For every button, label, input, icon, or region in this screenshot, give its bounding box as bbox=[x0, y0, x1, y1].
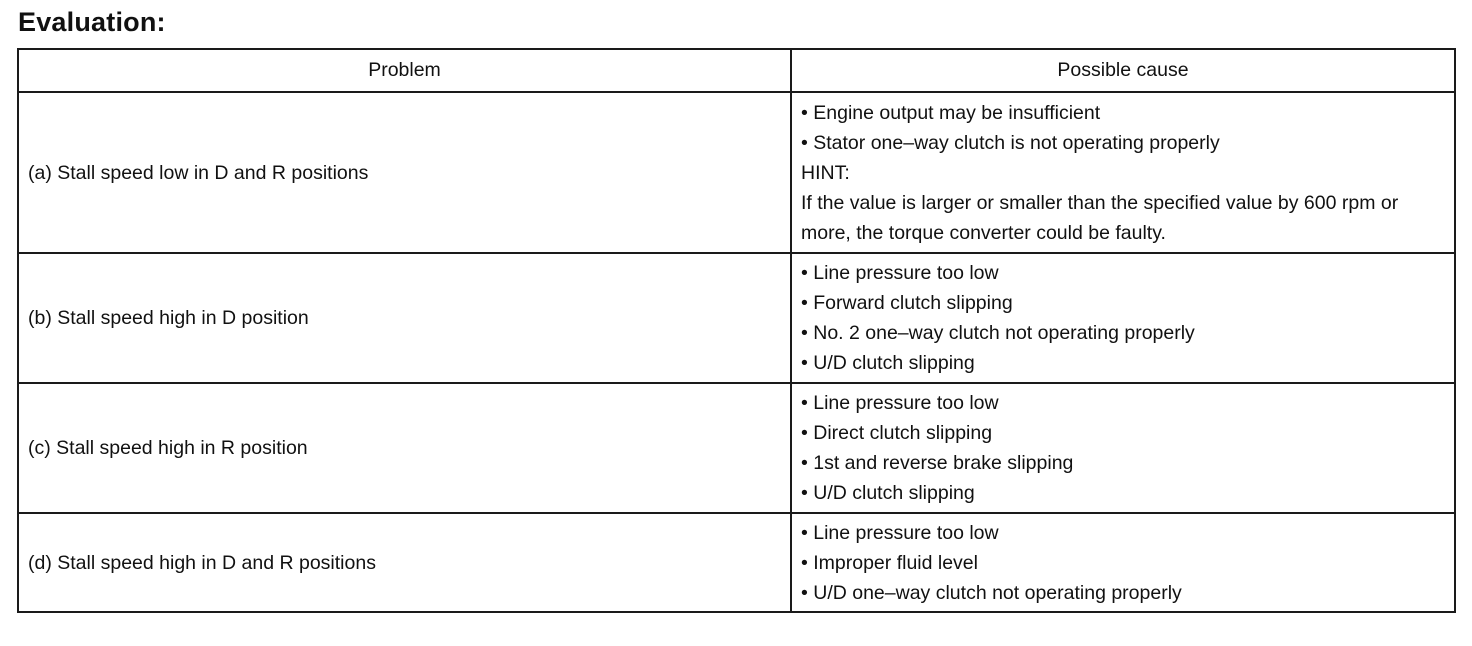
problem-cell: (a) Stall speed low in D and R positions bbox=[18, 92, 791, 253]
table-row bbox=[18, 513, 1455, 612]
cause-item: • Direct clutch slipping bbox=[801, 422, 993, 444]
cause-item: • Line pressure too low bbox=[801, 262, 999, 284]
hint-text: If the value is larger or smaller than the specified value by 600 rpm or more, the torque converter could be faulty. bbox=[801, 191, 1399, 244]
cause-item: • U/D clutch slipping bbox=[801, 352, 975, 374]
page-title: Evaluation: bbox=[18, 7, 166, 37]
table-row bbox=[18, 92, 1455, 253]
cause-item: • Engine output may be insufficient bbox=[801, 101, 1101, 124]
cause-cell bbox=[791, 513, 1455, 612]
cause-item: • U/D one–way clutch not operating properly bbox=[801, 581, 1182, 604]
problem-cell: (b) Stall speed high in D position bbox=[18, 253, 791, 383]
evaluation-table bbox=[17, 48, 1456, 613]
cause-cell bbox=[791, 383, 1455, 513]
cause-item: • Improper fluid level bbox=[801, 551, 978, 574]
cause-item: • Line pressure too low bbox=[801, 521, 999, 544]
cause-item: • U/D clutch slipping bbox=[801, 482, 975, 504]
problem-column-header: Problem bbox=[18, 49, 791, 92]
table-row bbox=[18, 253, 1455, 383]
problem-cell: (d) Stall speed high in D and R positions bbox=[18, 513, 791, 612]
cause-cell bbox=[791, 253, 1455, 383]
cause-column-header: Possible cause bbox=[791, 49, 1455, 92]
table-row bbox=[18, 383, 1455, 513]
cause-item: • No. 2 one–way clutch not operating properly bbox=[801, 322, 1195, 344]
cause-cell bbox=[791, 92, 1455, 253]
cause-item: • 1st and reverse brake slipping bbox=[801, 452, 1074, 474]
problem-cell: (c) Stall speed high in R position bbox=[18, 383, 791, 513]
cause-item: • Line pressure too low bbox=[801, 392, 999, 414]
cause-item: • Stator one–way clutch is not operating properly bbox=[801, 131, 1220, 154]
hint-label: HINT: bbox=[801, 161, 850, 184]
table-header-row bbox=[18, 49, 1455, 92]
cause-item: • Forward clutch slipping bbox=[801, 292, 1013, 314]
